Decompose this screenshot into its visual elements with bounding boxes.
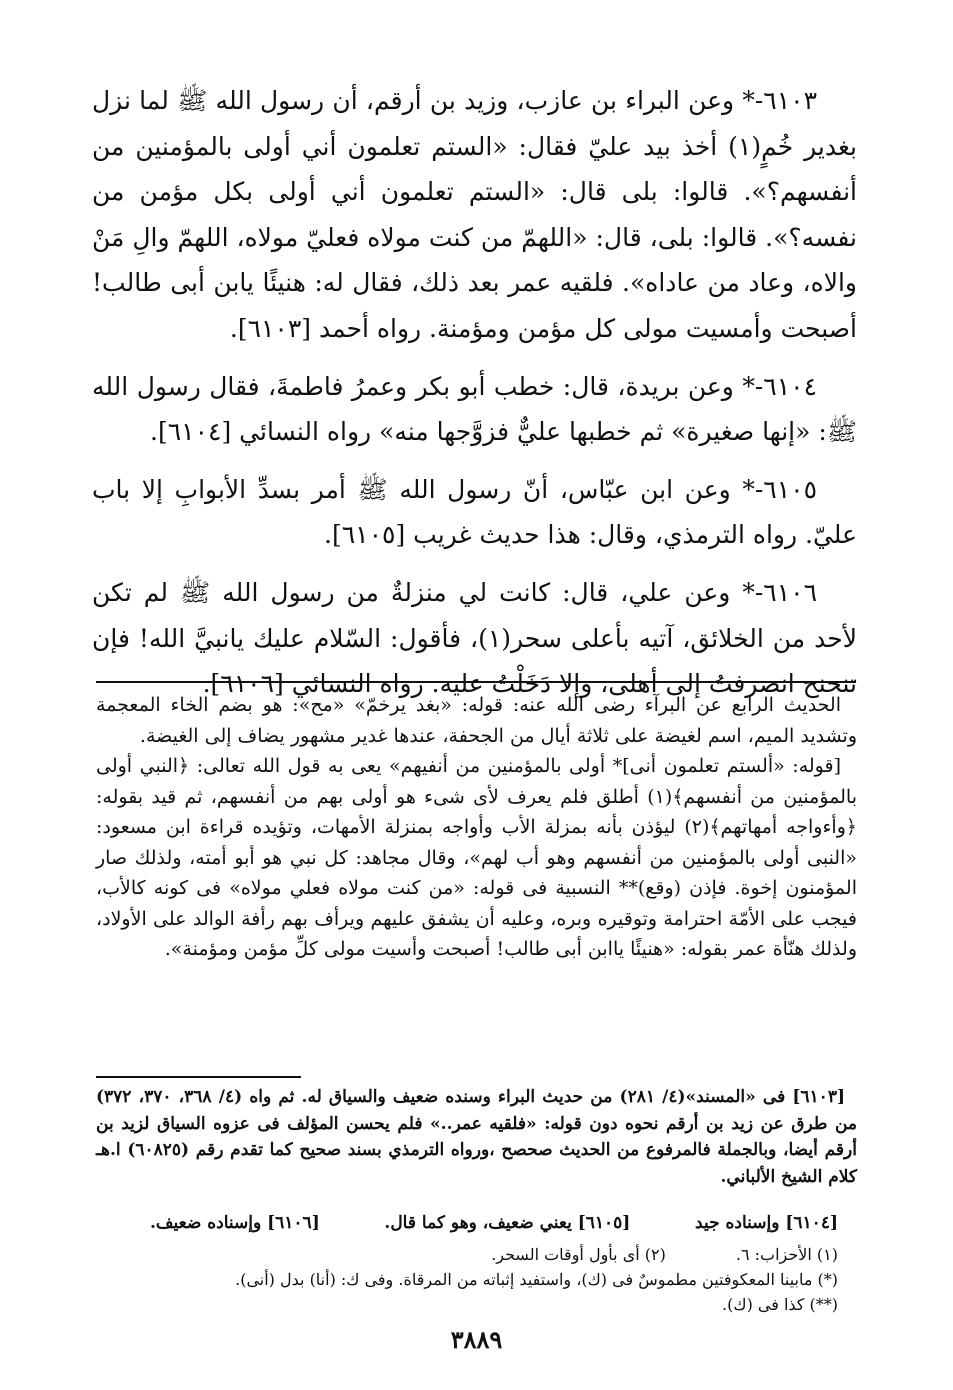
footnote: (**) كذا فى (ك). <box>722 1295 838 1314</box>
takhrij-divider <box>96 1076 301 1078</box>
footnote: (١) الأحزاب: ٦. <box>735 1245 838 1264</box>
commentary-divider <box>96 681 856 683</box>
commentary-block <box>96 690 857 965</box>
hadith-paragraph: ٦١٠٣-* وعن البراء بن عازب، وزيد بن أرقم، أن رسول الله ﷺ لما نزل بغدير خُمٍ(١) أخذ بيد عليّ فقال: «الستم تعلمون أني أولى بالمؤمنين من أنفسهم؟». قالوا: بلى قال: «الستم تعلمون أني أولى بكل مؤمن من نفسه؟». قالوا: بلى، قال: «اللهمّ من كنت مولاه فعليّ مولاه، اللهمّ والِ مَنْ والاه، وعاد من عاداه». فلقيه عمر بعد ذلك، فقال له: هنيئًا يابن أبى طالب! أصبحت وأمسيت مولى كل مؤمن ومؤمنة. رواه أحمد [٦١٠٣]. <box>92 86 857 343</box>
commentary-paragraph: الحديث الرابع عن البرآء رضى الله عنه: قوله: «بغد يرخمّ» «مح»: هو بضم الخاء المعجمة وتشديد الميم، اسم لغيضة على ثلاثة أيال من الجحفة، عندها غدير مشهور يضاف إلى الغيضة. <box>96 694 857 747</box>
grading-note: [٦١٠٥] يعني ضعيف، وهو كما قال. <box>384 1213 631 1233</box>
grading-note: [٦١٠٦] وإسناده ضعيف. <box>150 1213 320 1233</box>
footnote: (٢) أى بأول أوقات السحر. <box>491 1245 666 1264</box>
grading-notes <box>150 1213 838 1233</box>
footnotes <box>150 1242 838 1317</box>
page-number: ٣٨٨٩ <box>450 1325 503 1354</box>
grading-note: [٦١٠٤] وإسناده جيد <box>695 1213 838 1233</box>
hadith-paragraph: ٦١٠٥-* وعن ابن عبّاس، أنّ رسول الله ﷺ أمر بسدِّ الأبوابِ إلا باب عليّ. رواه الترمذي، وقال: هذا حديث غريب [٦١٠٥]. <box>92 474 857 550</box>
takhrij-paragraph: [٦١٠٣] فى «المسند»(٤/ ٢٨١) من حديث البراء وسنده ضعيف والسياق له. ثم واه (٤/ ٣٦٨، ٣٧٠، ٣٧٢) من طرق عن زيد بن أرقم نحوه دون قوله: «فلقيه عمر..» فلم يحسن المؤلف فى عزوه السياق لزيد بن أرقم أيضا، وبالجملة فالمرفوع من الحديث صحصح ،ورواه الترمذي بسند صحيح كما تقدم رقم (٦٠٨٢٥) ا.هـ كلام الشيخ الألباني. <box>96 1087 857 1187</box>
hadith-paragraph: ٦١٠٤-* وعن بريدة، قال: خطب أبو بكر وعمرُ فاطمةَ، فقال رسول الله ﷺ: «إنها صغيرة» ثم خطبها عليٌّ فزوَّجها منه» رواه النسائي [٦١٠٤]. <box>92 371 857 447</box>
hadith-paragraph: ٦١٠٦-* وعن علي، قال: كانت لي منزلةٌ من رسول الله ﷺ لم تكن لأحد من الخلائق، آتيه بأعلى سحر(١)، فأقول: السّلام عليك يانبيَّ الله! فإن تنحنح انصرفتُ إلى أهلى، وإلا دَخَلْتُ عليه. رواه النسائي [٦١٠٦]. <box>92 577 857 699</box>
commentary-paragraph: [قوله: «ألستم تعلمون أنى]* أولى بالمؤمنين من أنفيهم» يعى به قول الله تعالى: ﴿النبي أولى بالمؤمنين من أنفسهم﴾(١) أطلق فلم يعرف لأى شىء هو أولى بهم من أنفسهم، ثم قيد بقوله: ﴿وأءواجه أمهاتهم﴾(٢) ليؤذن بأنه بمزلة الأب وأواجه بمنزلة الأمهات، وتؤيده قراءة ابن مسعود: «النبى أولى بالمؤمنين من أنفسهم وهو أب لهم»، وقال مجاهد: كل نبي هو أبو أمته، ولذلك صار المؤمنون إخوة. فإذن (وقع)** النسبية فى قوله: «من كنت مولاه فعلي مولاه» فى كونه كالأب، فيجب على الأمّة احترامة وتوقيره وبره، وعليه أن يشفق عليهم ويرأف بهم رأفة الوالد على الأولاد، ولذلك هنّأة عمر بقوله: «هنيئًا ياابن أبى طالب! أصبحت وأسيت مولى كلِّ مؤمن ومؤمنة». <box>96 755 857 960</box>
footnote: (*) مابينا المعكوفتين مطموسٌ فى (ك)، واستفيد إثباته من المرقاة. وفى ك: (أنا) بدل (أنى). <box>235 1270 838 1289</box>
hadith-main-text <box>92 78 857 719</box>
takhrij-block <box>96 1084 857 1190</box>
